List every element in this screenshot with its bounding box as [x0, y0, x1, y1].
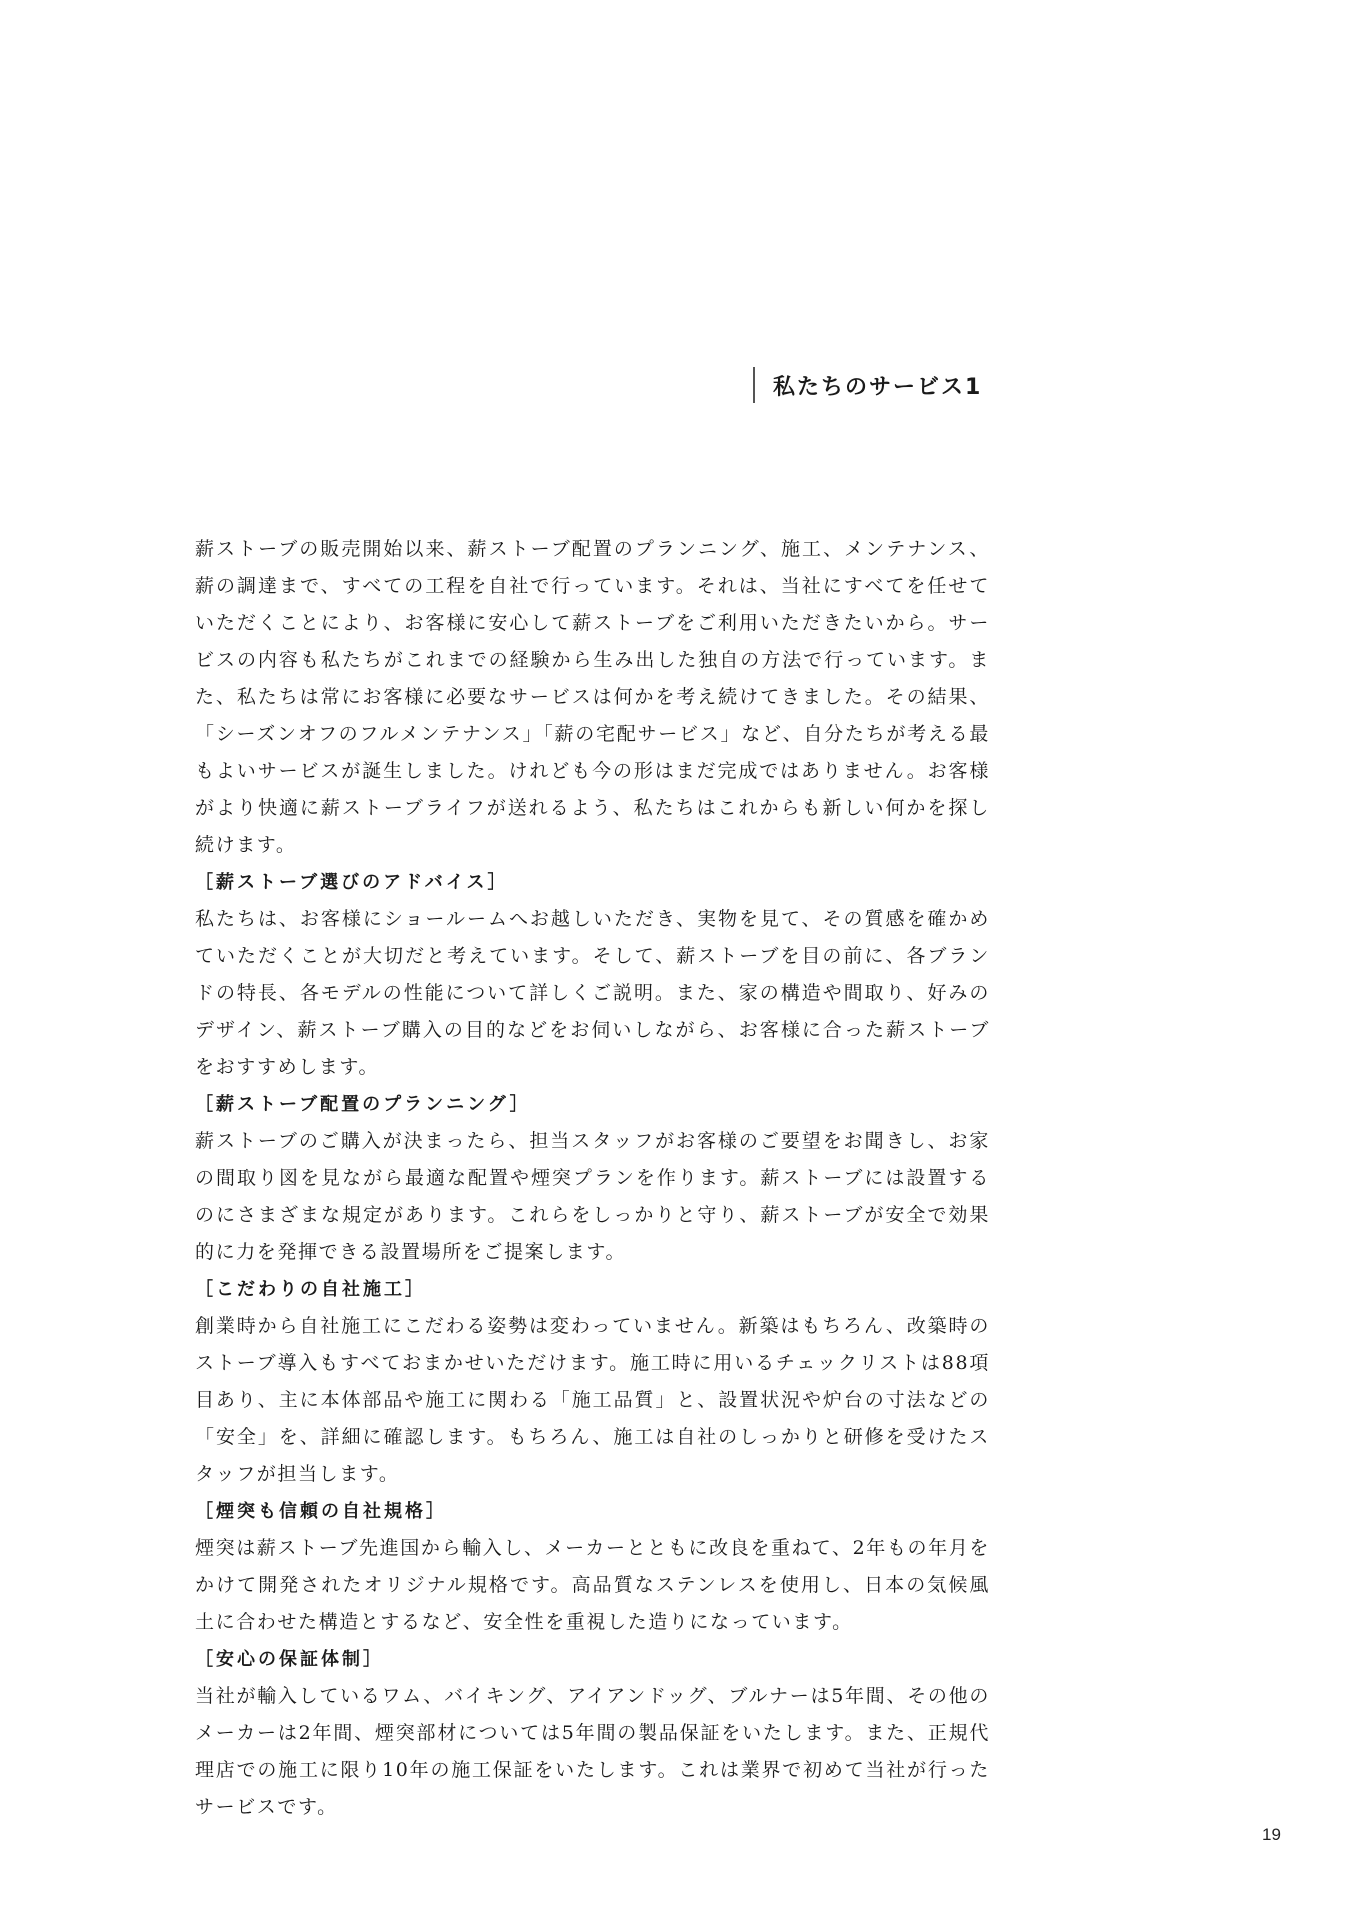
section-heading-stove-advice: ［薪ストーブ選びのアドバイス］ — [195, 872, 509, 893]
article-body — [195, 531, 990, 1826]
section-body-in-house-construction: 創業時から自社施工にこだわる姿勢は変わっていません。新築はもちろん、改築時のストーブ導入もすべておまかせいただけます。施工時に用いるチェックリストは88項目あり、主に本体部品や施工に関わる「施工品質」と、設置状況や炉台の寸法などの「安全」を、詳細に確認します。もちろん、施工は自社のしっかりと研修を受けたスタッフが担当します。 — [195, 1315, 990, 1485]
section-body-chimney-standard: 煙突は薪ストーブ先進国から輸入し、メーカーとともに改良を重ねて、2年もの年月をかけて開発されたオリジナル規格です。高品質なステンレスを使用し、日本の気候風土に合わせた構造とするなど、安全性を重視した造りになっています。 — [195, 1537, 990, 1633]
section-heading-warranty: ［安心の保証体制］ — [195, 1649, 384, 1670]
page-number: 19 — [1262, 1825, 1281, 1844]
section-body-warranty: 当社が輸入しているワム、バイキング、アイアンドッグ、ブルナーは5年間、その他のメーカーは2年間、煙突部材については5年間の製品保証をいたします。また、正規代理店での施工に限り10年の施工保証をいたします。これは業界で初めて当社が行ったサービスです。 — [195, 1685, 990, 1818]
section-heading-placement-planning: ［薪ストーブ配置のプランニング］ — [195, 1094, 531, 1115]
section-heading-in-house-construction: ［こだわりの自社施工］ — [195, 1279, 426, 1300]
page-header — [753, 367, 982, 403]
header-divider-bar — [753, 367, 755, 403]
section-heading-chimney-standard: ［煙突も信頼の自社規格］ — [195, 1501, 447, 1522]
intro-paragraph: 薪ストーブの販売開始以来、薪ストーブ配置のプランニング、施工、メンテナンス、薪の調達まで、すべての工程を自社で行っています。それは、当社にすべてを任せていただくことにより、お客様に安心して薪ストーブをご利用いただきたいから。サービスの内容も私たちがこれまでの経験から生み出した独自の方法で行っています。また、私たちは常にお客様に必要なサービスは何かを考え続けてきました。その結果、「シーズンオフのフルメンテナンス」「薪の宅配サービス」など、自分たちが考える最もよいサービスが誕生しました。けれども今の形はまだ完成ではありません。お客様がより快適に薪ストーブライフが送れるよう、私たちはこれからも新しい何かを探し続けます。 — [195, 538, 990, 856]
section-body-placement-planning: 薪ストーブのご購入が決まったら、担当スタッフがお客様のご要望をお聞きし、お家の間取り図を見ながら最適な配置や煙突プランを作ります。薪ストーブには設置するのにさまざまな規定があります。これらをしっかりと守り、薪ストーブが安全で効果的に力を発揮できる設置場所をご提案します。 — [195, 1130, 990, 1263]
section-body-stove-advice: 私たちは、お客様にショールームへお越しいただき、実物を見て、その質感を確かめていただくことが大切だと考えています。そして、薪ストーブを目の前に、各ブランドの特長、各モデルの性能について詳しくご説明。また、家の構造や間取り、好みのデザイン、薪ストーブ購入の目的などをお伺いしながら、お客様に合った薪ストーブをおすすめします。 — [195, 908, 990, 1078]
page-title: 私たちのサービス1 — [773, 374, 983, 400]
